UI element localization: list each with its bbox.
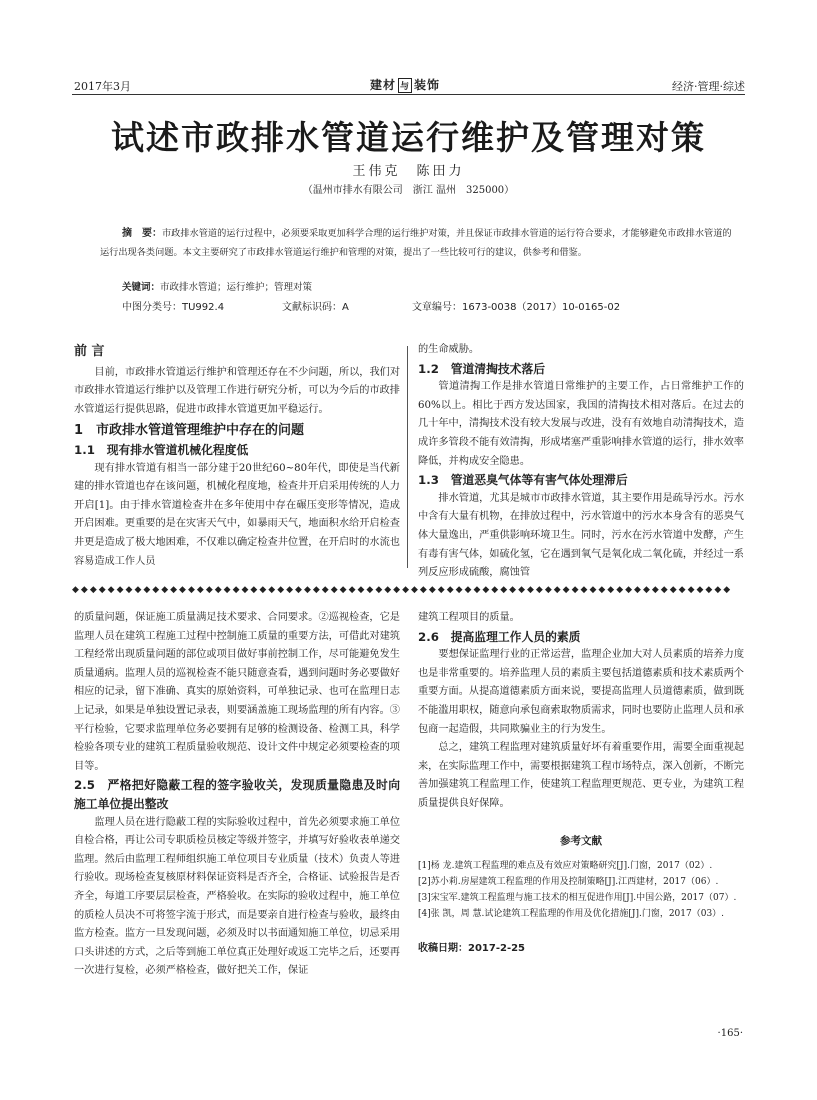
header-date: 2017年3月 bbox=[74, 80, 131, 93]
article-divider: ◆◆◆◆◆◆◆◆◆◆◆◆◆◆◆◆◆◆◆◆◆◆◆◆◆◆◆◆◆◆◆◆◆◆◆◆◆◆◆◆◆◆◆◆◆◆◆◆◆◆◆◆◆◆◆◆◆◆◆◆◆◆◆◆◆◆◆◆◆◆◆◆◆◆ bbox=[72, 585, 733, 595]
clc-number: 中图分类号：TU992.4 bbox=[122, 302, 225, 313]
article-title: 试述市政排水管道运行维护及管理对策 bbox=[111, 118, 706, 157]
keywords-text: 市政排水管道；运行维护；管理对策 bbox=[160, 282, 313, 293]
brand-left: 建材 bbox=[370, 78, 397, 92]
header-section: 经济·管理·综述 bbox=[672, 80, 745, 93]
section-2-6-heading: 2.6 提高监理工作人员的素质 bbox=[418, 629, 581, 644]
brand-box: 与 bbox=[398, 78, 412, 93]
abstract bbox=[100, 224, 740, 262]
section-1-3-text: 排水管道，尤其是城市市政排水管道，其主要作用是疏导污水。污水中含有大量有机物，在排放过程中，污水管道中的污水本身含有的恶臭气体大量逸出，严重供影响环境卫生。同时，污水在污水管道中发酵，产生有毒有害气体，如硫化氢，它在遇到氧气是氧化成二氧化硫，并经过一系列反应形成硫酸，腐蚀管 bbox=[418, 492, 745, 579]
reference-item: [3]宋宝军.建筑工程监理与施工技术的相互促进作用[J].中国公路，2017（07）. bbox=[418, 893, 737, 904]
references-title: 参考文献 bbox=[560, 834, 602, 847]
continued-text: 的生命威胁。 bbox=[418, 344, 480, 355]
conclusion-text: 总之，建筑工程监理对建筑质量好坏有着重要作用，需要全面重视起来，在实际监理工作中，需要根据建筑工程市场特点，深入创新，不断完善加强建筑工程监理工作，使建筑工程监理更规范、更专业，为建筑工程质量提供良好保障。 bbox=[418, 742, 745, 809]
section-1-1-text: 现有排水管道有相当一部分建于20世纪60~80年代，即使是当代新建的排水管道也存在该问题，机械化程度地，检查井开启采用传统的人力开启[1]。由于排水管道检查井在多年使用中存在碾压变形等情况，造成开启困难。更重要的是在灾害天气中，如暴雨天气，地面积水给开启检查井更是造成了极大地困难，不仅难以确定检查井位置，在开启时的水流也容易造成工作人员 bbox=[74, 462, 400, 567]
abstract-text: 市政排水管道的运行过程中，必须要采取更加科学合理的运行维护对策，并且保证市政排水管道的运行符合要求，才能够避免市政排水管道的运行出现各类问题。本文主要研究了市政排水管道运行维护和管理的对策，提出了一些比较可行的建议，供参考和借鉴。 bbox=[100, 228, 732, 258]
bottom-left-column bbox=[74, 609, 400, 981]
reference-item: [2]苏小莉.房屋建筑工程监理的作用及控制策略[J].江西建材，2017（06）. bbox=[418, 877, 719, 888]
keywords bbox=[122, 279, 312, 293]
section-1-2-text: 管道清掏工作是排水管道日常维护的主要工作，占日常维护工作的60%以上。相比于西方发达国家，我国的清掏技术相对落后。在过去的几十年中，清掏技术没有较大发展与改进，没有有效地自动清掏技术，造成许多管段不能有效清掏，形成堵塞严重影响排水管道的运行，排水效率降低，并构成安全隐患。 bbox=[418, 381, 744, 467]
reference-item: [1]杨 龙.建筑工程监理的难点及有效应对策略研究[J].门窗，2017（02）. bbox=[418, 861, 713, 872]
abstract-label: 摘 要： bbox=[122, 228, 162, 239]
article-number: 文章编号：1673-0038（2017）10-0165-02 bbox=[412, 302, 621, 313]
bottom-left-text-2: 监理人员在进行隐蔽工程的实际验收过程中，首先必须要求施工单位自检合格，再让公司专职质检员核定等级并签字，并填写好验收表单递交监理。然后由监理工程师组织施工单位项目专业质量（技术）负责人等进行验收。现场检查复核原材料保证资料是否齐全，合格证、试验报告是否齐全，每道工序要层层检查，严格验收。在实际的验收过程中，施工单位的质检人员决不可将签字流于形式，而是要亲自进行检查与验收，最终由监方检查。监方一旦发现问题，必须及时以书面通知施工单位，切忌采用口头讲述的方式，之后等到施工单位真正处理好或返工完毕之后，还要再一次进行复检，必须严格检查，做好把关工作，保证 bbox=[74, 816, 401, 977]
section-1-2-heading: 1.2 管道清掏技术落后 bbox=[418, 361, 546, 376]
section-1-1-heading: 1.1 现有排水管道机械化程度低 bbox=[74, 442, 249, 457]
section-1-3-heading: 1.3 管道恶臭气体等有害气体处理滞后 bbox=[418, 473, 628, 488]
bottom-right-continued: 建筑工程项目的质量。 bbox=[418, 612, 520, 623]
section-2-5-heading: 2.5 严格把好隐蔽工程的签字验收关，发现质量隐患及时向施工单位提出整改 bbox=[74, 778, 400, 811]
section-1-heading: 1 市政排水管道管理维护中存在的问题 bbox=[74, 423, 305, 439]
authors: 王伟克 陈田力 bbox=[352, 164, 465, 179]
reference-item: [4]张 凯，周 慧.试论建筑工程监理的作用及优化措施[J].门窗，2017（03）. bbox=[418, 909, 725, 920]
bottom-right-column bbox=[418, 609, 744, 959]
keywords-label: 关键词： bbox=[122, 282, 161, 293]
section-2-6-text: 要想保证监理行业的正常运营，监理企业加大对人员素质的培养力度也是非常重要的。培养监理人员的素质主要包括道德素质和技术素质两个重要方面。从提高道德素质方面来说，要提高监理人员道德素质，做到既不能滥用职权，随意向承包商索取物质需求，同时也要防止监理人员和承包商一起造假，共同欺骗业主的行为发生。 bbox=[418, 649, 745, 735]
header-rule bbox=[72, 94, 745, 95]
doc-code: 文献标识码：A bbox=[282, 302, 349, 313]
top-right-column bbox=[418, 341, 744, 583]
brand-right: 装饰 bbox=[414, 78, 441, 92]
journal-brand bbox=[370, 76, 440, 93]
page-number: ·165· bbox=[717, 1028, 743, 1039]
received-date: 收稿日期：2017-2-25 bbox=[418, 943, 526, 955]
bottom-left-text-1: 的质量问题，保证施工质量满足技术要求、合同要求。②巡视检查，它是监理人员在建筑工程施工过程中控制施工质量的重要方法，可借此对建筑工程经常出现质量问题的部位或项目做好事前控制工作，尽可能避免发生质量通病。监理人员的巡视检查不能只随意查看，遇到问题时务必要做好相应的记录，留下准确、真实的原始资料，可单独记录、也可在监理日志上记录，如果是单独设置记录表，则要涵盖施工现场监理的所有内容。③平行检验，它要求监理单位务必要拥有足够的检测设备、检测工具，科学检验各项专业的建筑工程质量验收规范、设计文件中规定必须要检查的项目等。 bbox=[74, 612, 400, 772]
preface-heading: 前 言 bbox=[74, 344, 105, 359]
preface-text: 目前，市政排水管道运行维护和管理还存在不少问题，所以，我们对市政排水管道运行维护以及管理工作进行研究分析，可以为今后的市政排水管道运行提供思路，促进市政排水管道更加平稳运行。 bbox=[74, 366, 401, 415]
column-rule bbox=[407, 346, 408, 568]
top-left-column bbox=[74, 343, 400, 571]
affiliation: （温州市排水有限公司 浙江 温州 325000） bbox=[302, 185, 515, 196]
